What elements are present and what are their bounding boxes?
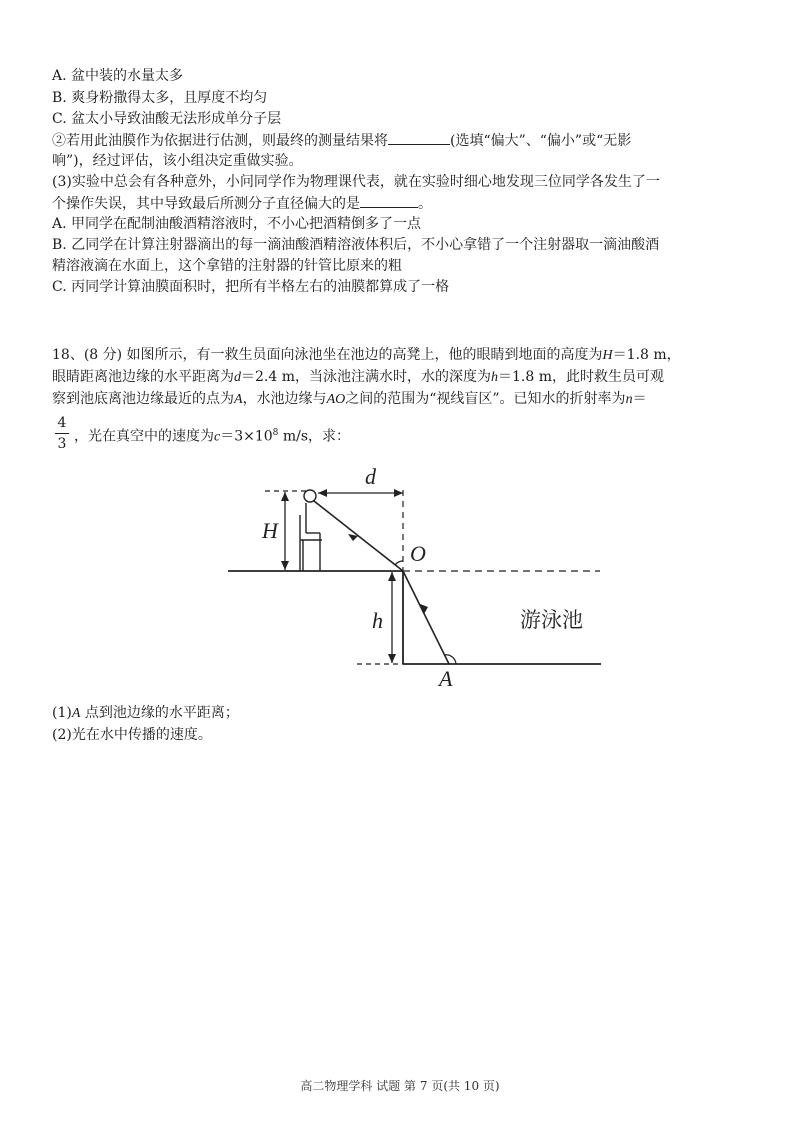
q17-part2-line2: 响”)，经过评估，该小组决定重做实验。 — [52, 153, 303, 169]
label-h: h — [372, 608, 383, 633]
q17-part3-option-b1: B. 乙同学在计算注射器滴出的每一滴油酸酒精溶液体积后，不小心拿错了一个注射器取一滴油酸酒 — [52, 237, 660, 253]
ray-in-water — [403, 571, 449, 664]
page-footer: 高二物理学科 试题 第 7 页(共 10 页) — [300, 1079, 500, 1093]
q17-part3-option-a: A. 甲同学在配制油酸酒精溶液时，不小心把酒精倒多了一点 — [52, 216, 422, 232]
q18-line1: 18、(8 分) 如图所示，有一救生员面向泳池坐在池边的高凳上，他的眼睛到地面的高度为H＝1.8 m， — [52, 347, 681, 363]
q17-part3-option-c: C. 丙同学计算油膜面积时，把所有半格左右的油膜都算成了一格 — [52, 279, 450, 295]
ray-in-air — [314, 501, 403, 571]
q17-option-b: B. 爽身粉撒得太多，且厚度不均匀 — [52, 90, 268, 106]
q17-part2-line1: ②若用此油膜作为依据进行估测，则最终的测量结果将 (选填“偏大”、“偏小”或“无影 — [52, 130, 631, 151]
h-arrow-bottom — [388, 654, 396, 663]
q17-part3-line2: 个操作失误，其中导致最后所测分子直径偏大的是 。 — [52, 193, 432, 214]
label-pool: 游泳池 — [520, 608, 583, 632]
angle-arc-O — [395, 561, 403, 565]
q18-sub1: (1)A 点到池边缘的水平距离； — [52, 705, 239, 721]
H-arrow-bottom — [281, 561, 289, 570]
label-O: O — [410, 541, 426, 566]
q18-line3: 察到池底离池边缘最近的点为A，水池边缘与AO之间的范围为“视线盲区”。已知水的折射率为n＝ — [52, 391, 647, 407]
d-arrow-right — [394, 489, 403, 497]
refractive-index-fraction: 4 3 — [52, 413, 72, 454]
H-arrow-top — [281, 492, 289, 501]
q17-option-a: A. 盆中装的水量太多 — [52, 68, 184, 84]
label-d: d — [365, 464, 376, 489]
q17-option-c: C. 盆太小导致油酸无法形成单分子层 — [52, 111, 282, 127]
q18-line4: ，光在真空中的速度为$c=3\times 10^8$ m/s，求： — [74, 428, 351, 445]
q18-line2: 眼睛距离池边缘的水平距离为d＝2.4 m，当泳池注满水时，水的深度为h＝1.8 m，此时救生员可观 — [52, 369, 664, 385]
d-arrow-left — [318, 489, 327, 497]
q17-part3-line1: (3)实验中总会有各种意外，小问同学作为物理课代表，就在实验时细心地发现三位同学各发生了一 — [52, 174, 660, 190]
lifeguard-head — [304, 490, 316, 502]
q18-sub2: (2)光在水中传播的速度。 — [52, 727, 212, 743]
label-A: A — [439, 666, 453, 691]
h-arrow-top — [388, 572, 396, 581]
label-H: H — [262, 518, 278, 543]
q17-part3-option-b2: 精溶液滴在水面上，这个拿错的注射器的针管比原来的粗 — [52, 258, 402, 274]
